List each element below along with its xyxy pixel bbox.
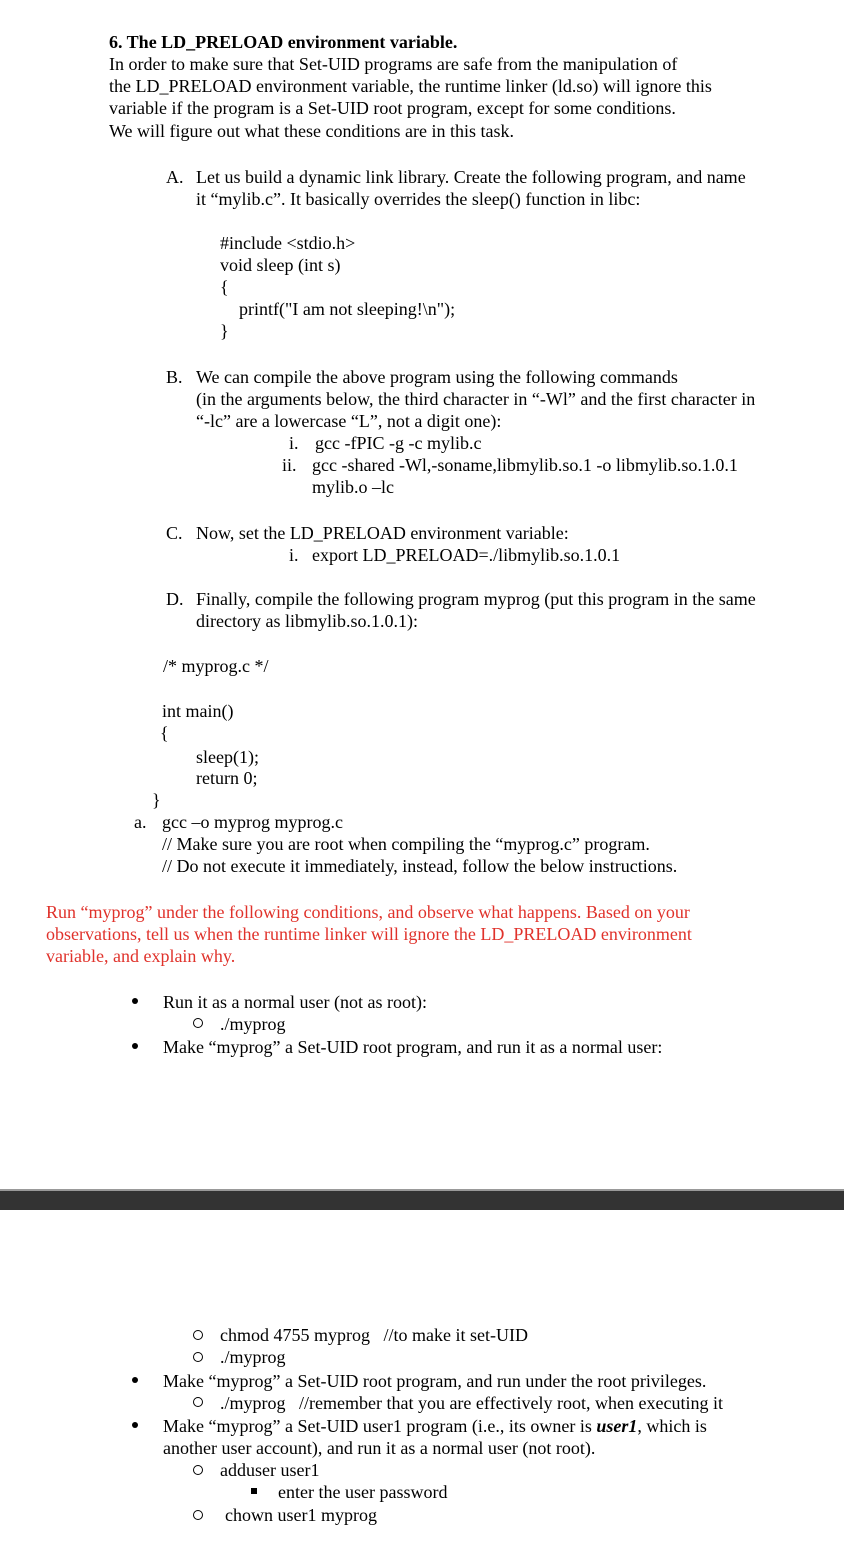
command: ./myprog //remember that you are effectively root, when executing it (220, 1393, 723, 1413)
command: chown user1 myprog (225, 1505, 377, 1525)
command: chmod 4755 myprog //to make it set-UID (220, 1325, 528, 1345)
step-b-marker: B. (166, 367, 183, 387)
code-line: { (160, 723, 169, 743)
code-line: int main() (162, 701, 234, 721)
sub-bullet-text: enter the user password (278, 1482, 448, 1502)
bullet-text: Make “myprog” a Set-UID root program, and run it as a normal user: (163, 1037, 663, 1057)
command: export LD_PRELOAD=./libmylib.so.1.0.1 (312, 545, 621, 565)
step-d-text: directory as libmylib.so.1.0.1): (196, 611, 418, 631)
sub-marker: a. (134, 812, 147, 832)
instruction-line: Run “myprog” under the following conditions, and observe what happens. Based on your (46, 902, 690, 922)
code-line: return 0; (196, 768, 258, 788)
roman-num: i. (289, 433, 299, 453)
intro-line: the LD_PRELOAD environment variable, the runtime linker (ld.so) will ignore this (109, 76, 712, 96)
comment-line: // Make sure you are root when compiling the “myprog.c” program. (162, 834, 650, 854)
circle-bullet-icon (193, 1510, 203, 1520)
circle-bullet-icon (193, 1330, 203, 1340)
code-line: } (220, 321, 229, 341)
step-a-text: it “mylib.c”. It basically overrides the sleep() function in libc: (196, 189, 641, 209)
code-line: printf("I am not sleeping!\n"); (239, 299, 456, 319)
section-title: 6. The LD_PRELOAD environment variable. (109, 32, 458, 52)
code-line: { (220, 277, 229, 297)
bullet-text (163, 1415, 707, 1437)
code-line: } (152, 790, 161, 810)
bullet-icon (132, 1043, 138, 1049)
code-line: #include <stdio.h> (220, 233, 356, 253)
bullet-icon (132, 998, 138, 1004)
bullet-text-part: , which is (637, 1416, 707, 1436)
bullet-text: Make “myprog” a Set-UID root program, and run under the root privileges. (163, 1371, 707, 1391)
code-line: /* myprog.c */ (163, 656, 269, 676)
step-b-text: “-lc” are a lowercase “L”, not a digit one): (196, 411, 502, 431)
step-d-text: Finally, compile the following program myprog (put this program in the same (196, 589, 756, 609)
bullet-text: another user account), and run it as a normal user (not root). (163, 1438, 596, 1458)
command: ./myprog (220, 1347, 286, 1367)
bullet-icon (132, 1377, 138, 1383)
intro-line: variable if the program is a Set-UID root program, except for some conditions. (109, 98, 676, 118)
bullet-text: Run it as a normal user (not as root): (163, 992, 427, 1012)
step-b-text: (in the arguments below, the third character in “-Wl” and the first character in (196, 389, 756, 409)
command: mylib.o –lc (312, 477, 394, 497)
bullet-icon (132, 1422, 138, 1428)
circle-bullet-icon (193, 1465, 203, 1475)
bullet-text-part: Make “myprog” a Set-UID user1 program (i.e., its owner is (163, 1416, 597, 1436)
command: ./myprog (220, 1014, 286, 1034)
circle-bullet-icon (193, 1352, 203, 1362)
step-a-text: Let us build a dynamic link library. Create the following program, and name (196, 167, 746, 187)
roman-num: i. (289, 545, 299, 565)
step-a-marker: A. (166, 167, 184, 187)
command: gcc -fPIC -g -c mylib.c (315, 433, 482, 453)
circle-bullet-icon (193, 1397, 203, 1407)
step-c-marker: C. (166, 523, 183, 543)
intro-line: In order to make sure that Set-UID programs are safe from the manipulation of (109, 54, 678, 74)
page-separator (0, 1189, 844, 1210)
circle-bullet-icon (193, 1018, 203, 1028)
emphasis-user: user1 (596, 1416, 638, 1436)
command: adduser user1 (220, 1460, 320, 1480)
roman-num: ii. (282, 455, 297, 475)
comment-line: // Do not execute it immediately, instead, follow the below instructions. (162, 856, 678, 876)
code-line: sleep(1); (196, 747, 259, 767)
instruction-line: variable, and explain why. (46, 946, 236, 966)
code-line: void sleep (int s) (220, 255, 341, 275)
step-c-text: Now, set the LD_PRELOAD environment variable: (196, 523, 569, 543)
step-b-text: We can compile the above program using the following commands (196, 367, 678, 387)
step-d-marker: D. (166, 589, 184, 609)
square-bullet-icon (251, 1488, 257, 1494)
intro-line: We will figure out what these conditions are in this task. (109, 121, 514, 141)
instruction-line: observations, tell us when the runtime linker will ignore the LD_PRELOAD environment (46, 924, 692, 944)
command: gcc –o myprog myprog.c (162, 812, 343, 832)
command: gcc -shared -Wl,-soname,libmylib.so.1 -o libmylib.so.1.0.1 (312, 455, 738, 475)
